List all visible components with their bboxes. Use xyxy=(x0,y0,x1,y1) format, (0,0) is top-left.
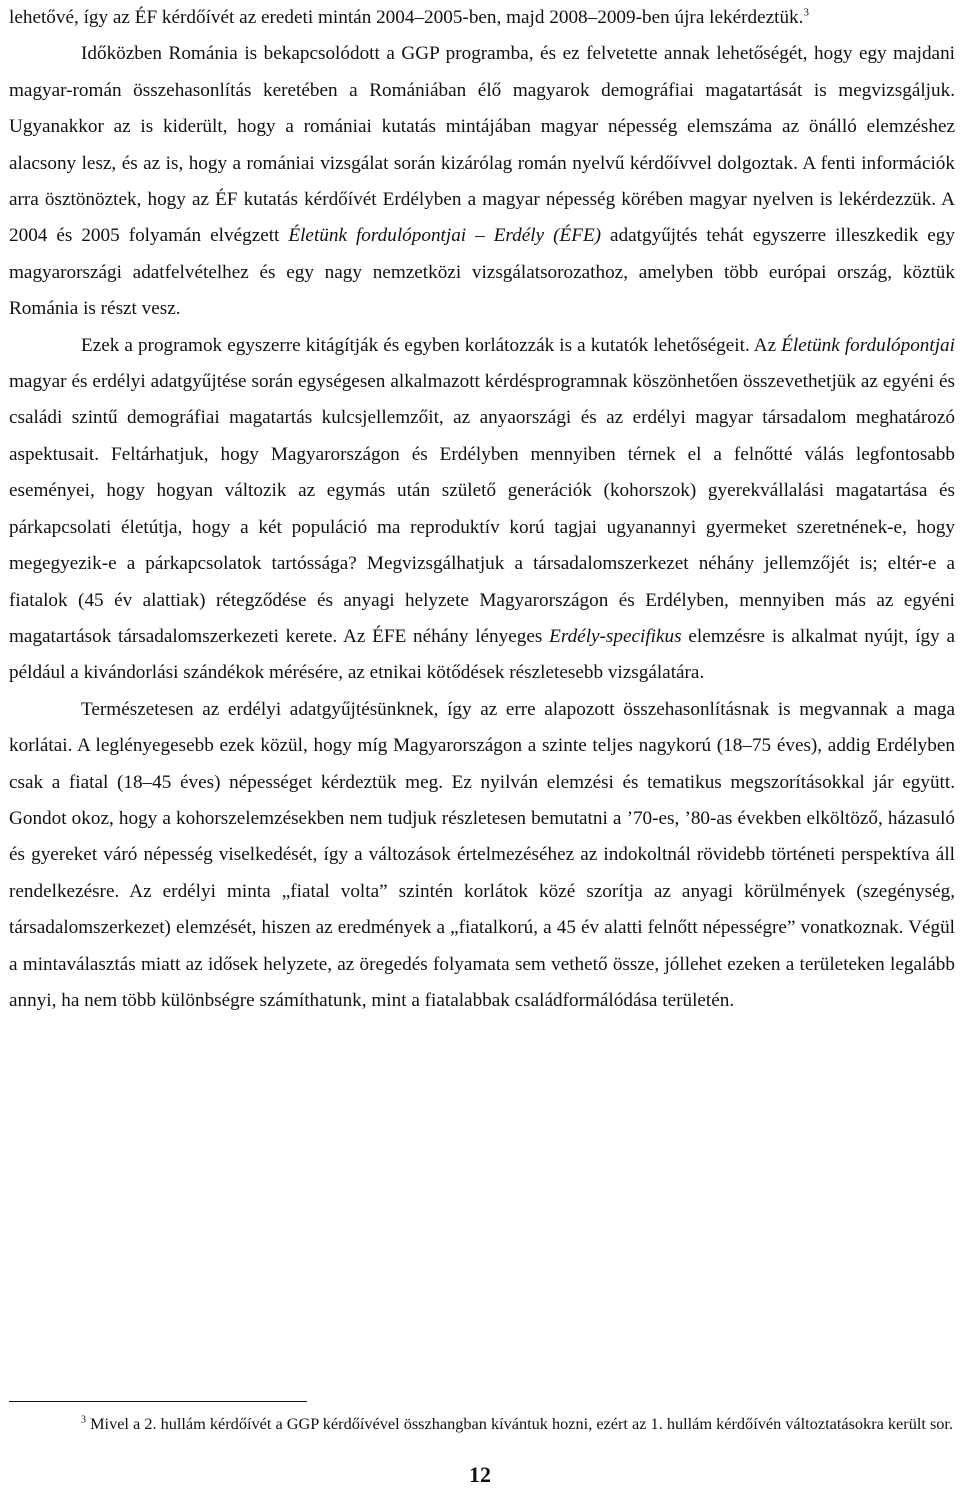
footnote-ref[interactable]: 3 xyxy=(803,6,809,19)
paragraph-text: lehetővé, így az ÉF kérdőívét az eredeti mintán 2004–2005-ben, majd 2008–2009-ben újra lekérdeztük. xyxy=(9,7,804,28)
footnote-text: Mivel a 2. hullám kérdőívét a GGP kérdőívével összhangban kívántuk hozni, ezért az 1. hullám kérdőívén változtatásokra került sor. xyxy=(86,1414,954,1433)
paragraph-text: Ezek a programok egyszerre kitágítják és egyben korlátozzák is a kutatók lehetőségeit. Az xyxy=(81,334,782,356)
italic-term: Erdély-specifikus xyxy=(549,625,682,647)
paragraph-1 xyxy=(9,36,955,327)
paragraph-text: elemzésre is alkalmat nyújt, így a például a kivándorlási szándékok mérésére, az etnikai kötődések részletesebb vizsgálatára. xyxy=(9,625,955,684)
page-number: 12 xyxy=(469,1462,491,1487)
italic-title: Életünk fordulópontjai xyxy=(781,334,955,356)
paragraph-2 xyxy=(9,328,955,692)
paragraph-text: Természetesen az erdélyi adatgyűjtésünknek, így az erre alapozott összehasonlításnak is megvannak a maga korlátai. A leglényegesebb ezek közül, hogy míg Magyarországon a szinte teljes nagykorú (18–75 éves), addig Erdélyben csak a fiatal (18–45 éves) népességet kérdeztük meg. Ez nyilván elemzési és tematikus megszorításokkal jár együtt. Gondot okoz, hogy a kohorszelemzésekben nem tudjuk részletesen bemutatni a ’70-es, ’80-as években elköltöző, házasuló és gyereket váró népesség viselkedését, így a változások értelmezéséhez az indokoltnál rövidebb történeti perspektíva áll rendelkezésre. Az erdélyi minta „fiatal volta” szintén korlátok közé szorítja az anyagi körülmények (szegénység, társadalomszerkezet) elemzését, hiszen az eredmények a „fiatalkorú, a 45 év alatti felnőtt népességre” vonatkoznak. Végül a mintaválasztás miatt az idősek helyzete, az öregedés folyamata sem vethető össze, jóllehet ezeken a területeken legalább annyi, ha nem több különbségre számíthatunk, mint a fiatalabbak családformálódása területén. xyxy=(9,698,955,1011)
paragraph-text: Időközben Románia is bekapcsolódott a GGP programba, és ez felvetette annak lehetőségét, hogy egy majdani magyar-román összehasonlítás keretében a Romániában élő magyarok demográfiai magatartását is megvizsgáljuk. Ugyanakkor az is kiderült, hogy a romániai kutatás mintájában magyar népesség elemszáma az önálló elemzéshez alacsony lesz, és az is, hogy a romániai vizsgálat során kizárólag román nyelvű kérdőívvel dolgoztak. A fenti információk arra ösztönöztek, hogy az ÉF kutatás kérdőívét Erdélyben a magyar népesség körében magyar nyelven is lekérdezzük. A 2004 és 2005 folyamán elvégzett xyxy=(9,43,955,247)
footnote-separator xyxy=(9,1401,307,1402)
paragraph-text: magyar és erdélyi adatgyűjtése során egységesen alkalmazott kérdésprogramnak köszönhetően összevethetjük az egyéni és családi szintű demográfiai magatartás kulcsjellemzőit, az anyaországi és az erdélyi magyar társadalom meghatározó aspektusait. Feltárhatjuk, hogy Magyarországon és Erdélyben mennyiben térnek el a felnőtté válás legfontosabb eseményei, hogy hogyan változik az egymás után születő generációk (kohorszok) gyerekvállalási magatartása és párkapcsolati életútja, hogy a két populáció ma reproduktív korú tagjai ugyanannyi gyermeket szeretnének-e, hogy megegyezik-e a párkapcsolatok tartóssága? Megvizsgálhatjuk a társadalomszerkezet néhány jellemzőjét is; eltér-e a fiatalok (45 év alattiak) rétegződése és anyagi helyzete Magyarországon és Erdélyben, mennyiben más az egyéni magatartások társadalomszerkezeti kerete. Az ÉFE néhány lényeges xyxy=(9,371,955,647)
footnote-number: 3 xyxy=(81,1414,86,1426)
document-body xyxy=(9,0,955,1019)
italic-title: Életünk fordulópontjai – Erdély (ÉFE) xyxy=(288,225,602,247)
paragraph-0 xyxy=(9,0,955,36)
paragraph-3 xyxy=(9,692,955,1020)
footnote xyxy=(9,1412,955,1435)
paragraph-text: adatgyűjtés tehát egyszerre illeszkedik egy magyarországi adatfelvételhez és egy nagy nemzetközi vizsgálatsorozathoz, amelyben több európai ország, köztük Románia is részt vesz. xyxy=(9,225,955,320)
